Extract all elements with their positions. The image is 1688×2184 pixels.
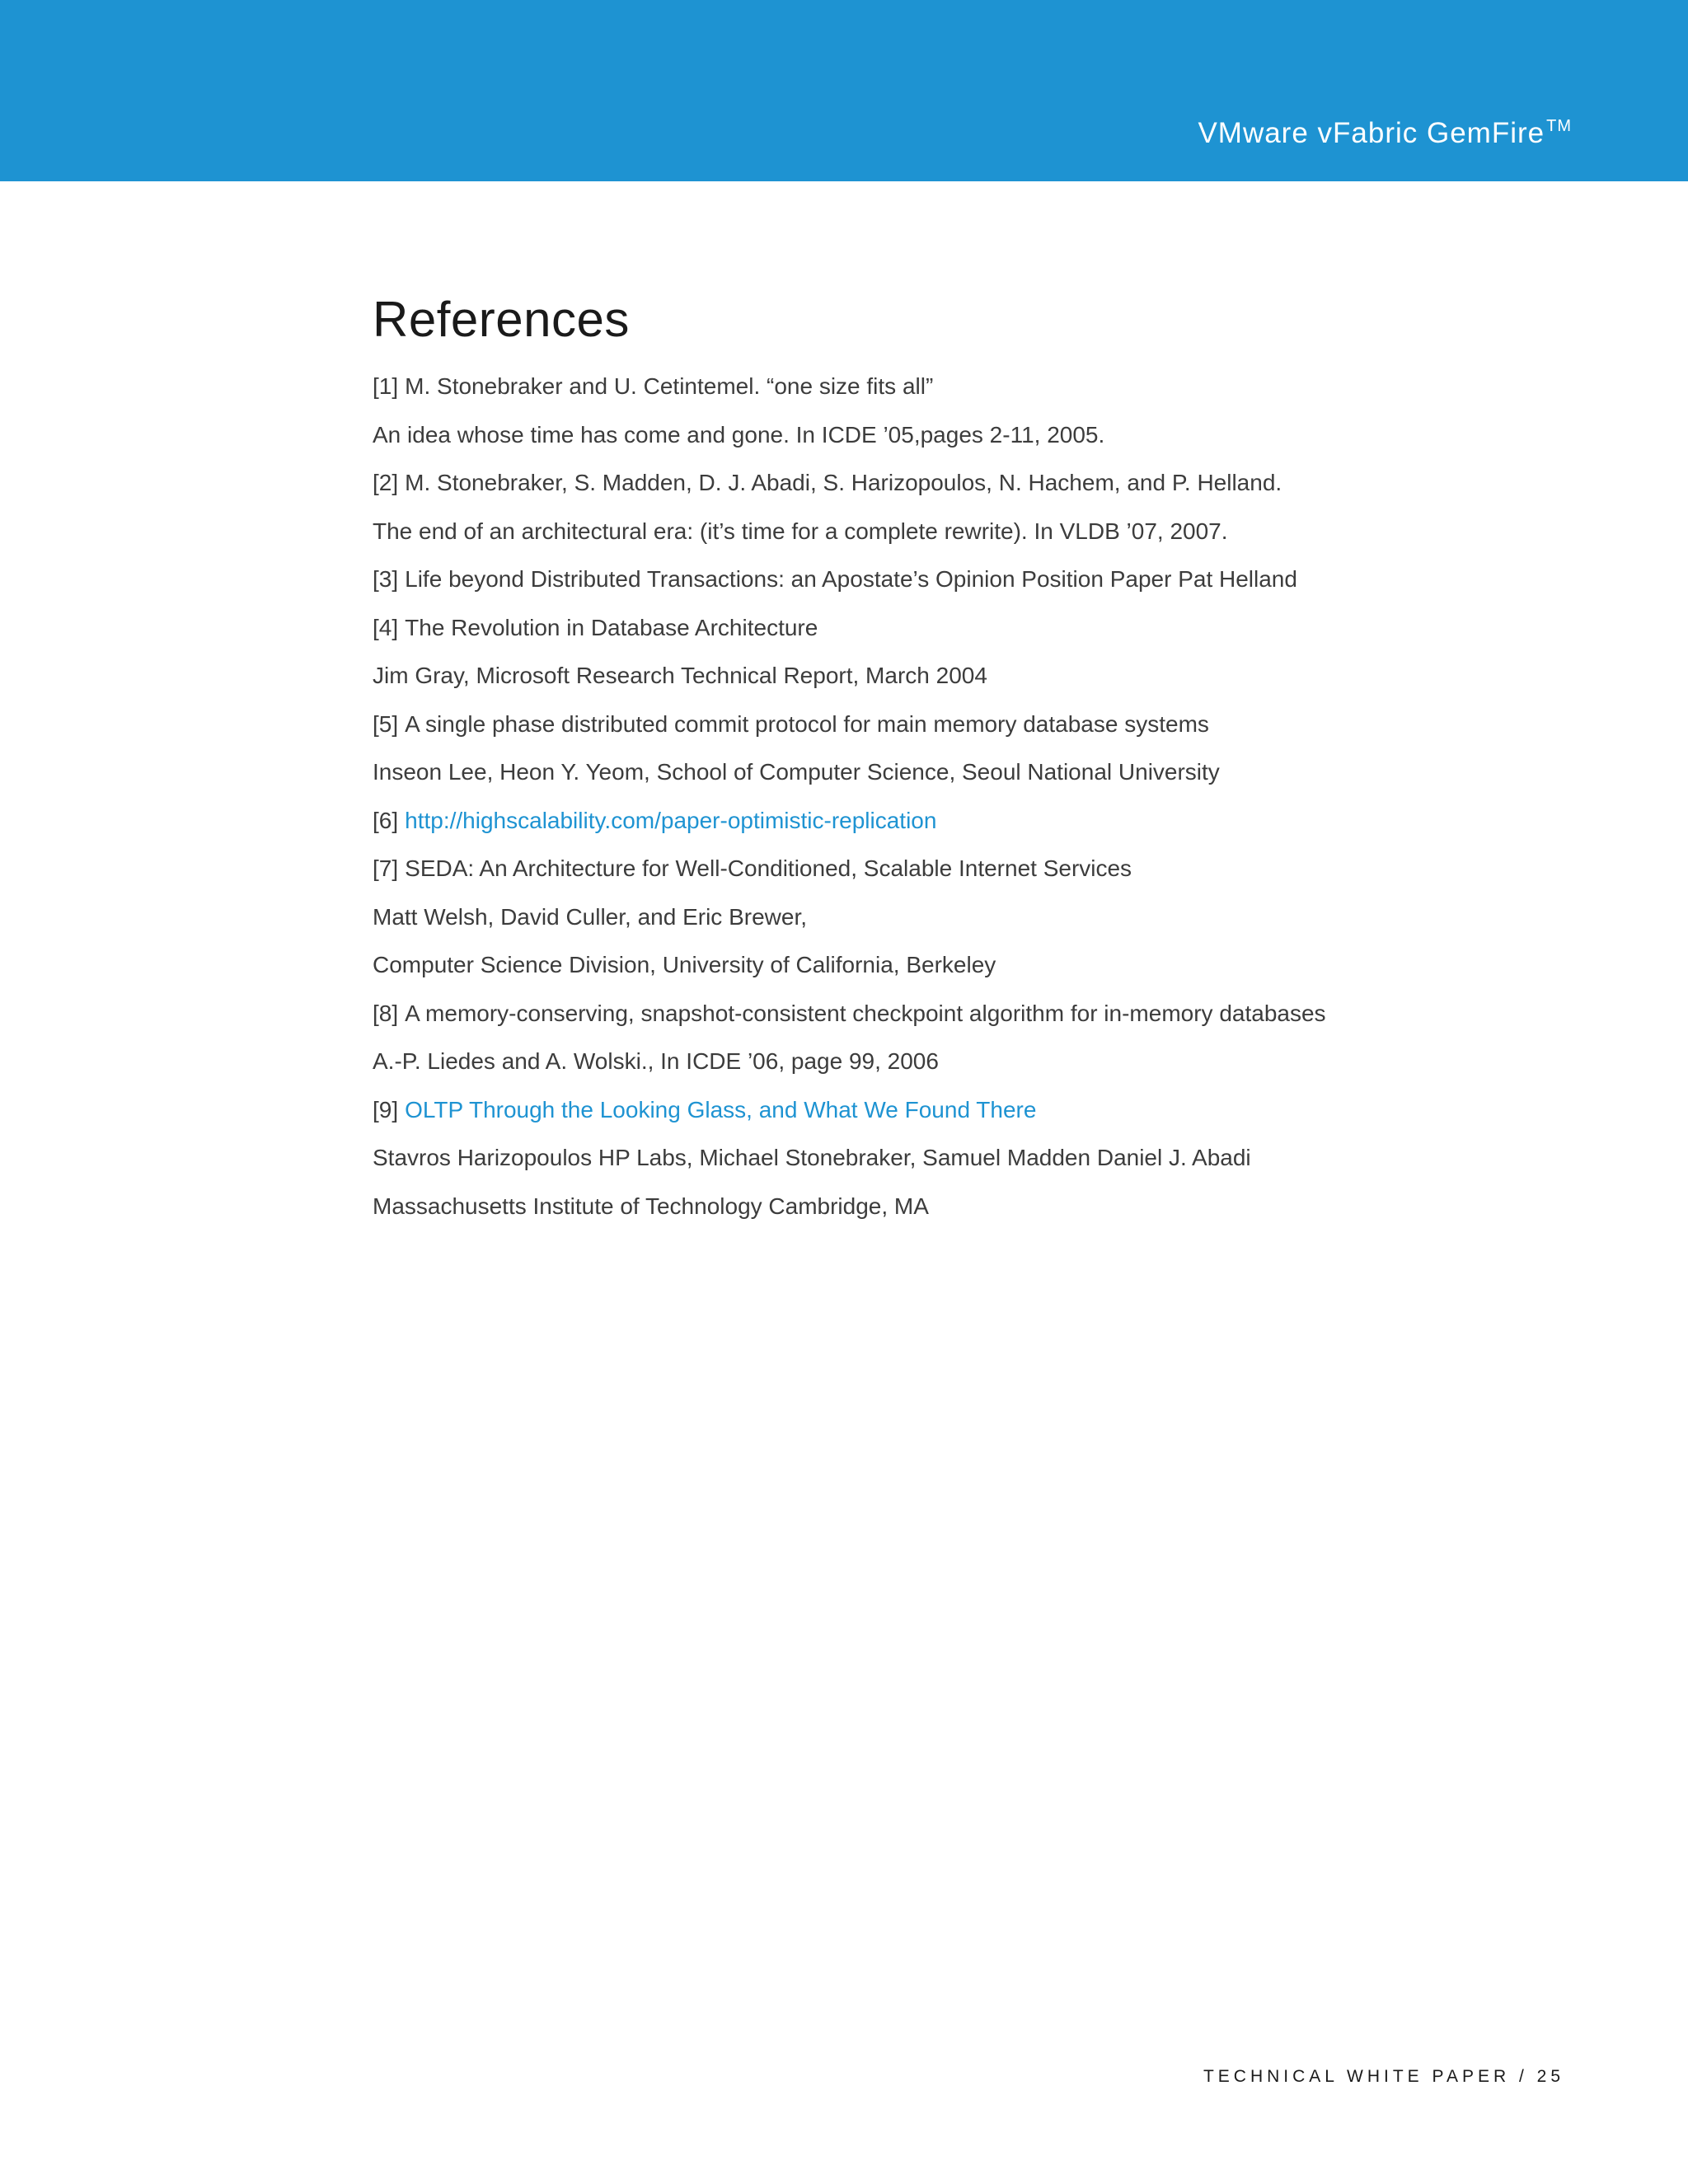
reference-line <box>373 459 1444 508</box>
reference-link[interactable]: http://highscalability.com/paper-optimistic-replication <box>405 807 937 833</box>
reference-number: [5] <box>373 710 399 737</box>
reference-line <box>373 555 1444 604</box>
reference-number: [9] <box>373 1096 399 1122</box>
reference-text: Life beyond Distributed Transactions: an Apostate’s Opinion Position Paper Pat Helland <box>405 566 1297 592</box>
reference-line <box>373 748 1444 797</box>
reference-text: Inseon Lee, Heon Y. Yeom, School of Computer Science, Seoul National University <box>373 759 1220 785</box>
reference-text: M. Stonebraker and U. Cetintemel. “one size fits all” <box>405 373 934 399</box>
reference-line <box>373 411 1444 460</box>
reference-line <box>373 941 1444 990</box>
reference-line <box>373 797 1444 846</box>
reference-line <box>373 604 1444 653</box>
page-footer: TECHNICAL WHITE PAPER / 25 <box>1203 2067 1564 2086</box>
reference-text: Jim Gray, Microsoft Research Technical Report, March 2004 <box>373 663 987 688</box>
reference-text: A memory-conserving, snapshot-consistent checkpoint algorithm for in-memory databases <box>405 1000 1326 1026</box>
reference-number: [8] <box>373 1000 399 1026</box>
reference-text: A.-P. Liedes and A. Wolski., In ICDE ’06, page 99, 2006 <box>373 1048 939 1074</box>
reference-line <box>373 990 1444 1038</box>
reference-number: [1] <box>373 373 399 399</box>
product-name <box>1198 117 1572 150</box>
reference-text: A single phase distributed commit protocol for main memory database systems <box>405 710 1209 737</box>
reference-line <box>373 508 1444 556</box>
reference-text: SEDA: An Architecture for Well-Conditioned, Scalable Internet Services <box>405 855 1132 881</box>
reference-number: [7] <box>373 855 399 881</box>
trademark-symbol: TM <box>1546 117 1572 135</box>
reference-number: [6] <box>373 807 399 833</box>
references-section <box>373 288 1444 1230</box>
reference-text: Matt Welsh, David Culler, and Eric Brewer, <box>373 903 808 930</box>
reference-line <box>373 1086 1444 1135</box>
reference-text: The end of an architectural era: (it’s time for a complete rewrite). In VLDB ’07, 2007. <box>373 518 1228 544</box>
reference-number: [4] <box>373 614 399 640</box>
reference-list <box>373 363 1444 1230</box>
reference-link[interactable]: OLTP Through the Looking Glass, and What We Found There <box>405 1096 1037 1122</box>
page-title: References <box>373 292 630 347</box>
header-bar <box>0 0 1688 181</box>
reference-line <box>373 1038 1444 1086</box>
reference-number: [3] <box>373 566 399 592</box>
reference-line <box>373 652 1444 701</box>
reference-text: Computer Science Division, University of California, Berkeley <box>373 952 996 977</box>
reference-line <box>373 1183 1444 1231</box>
reference-line <box>373 1134 1444 1183</box>
reference-text: M. Stonebraker, S. Madden, D. J. Abadi, S. Harizopoulos, N. Hachem, and P. Helland. <box>405 470 1282 495</box>
product-name-text: VMware vFabric GemFire <box>1198 117 1545 149</box>
reference-text: The Revolution in Database Architecture <box>405 614 818 640</box>
reference-line <box>373 845 1444 893</box>
reference-number: [2] <box>373 470 399 495</box>
reference-line <box>373 893 1444 942</box>
reference-text: Stavros Harizopoulos HP Labs, Michael Stonebraker, Samuel Madden Daniel J. Abadi <box>373 1145 1251 1170</box>
reference-text: An idea whose time has come and gone. In ICDE ’05,pages 2-11, 2005. <box>373 421 1105 448</box>
reference-line <box>373 701 1444 749</box>
reference-line <box>373 363 1444 411</box>
reference-text: Massachusetts Institute of Technology Cambridge, MA <box>373 1193 929 1219</box>
